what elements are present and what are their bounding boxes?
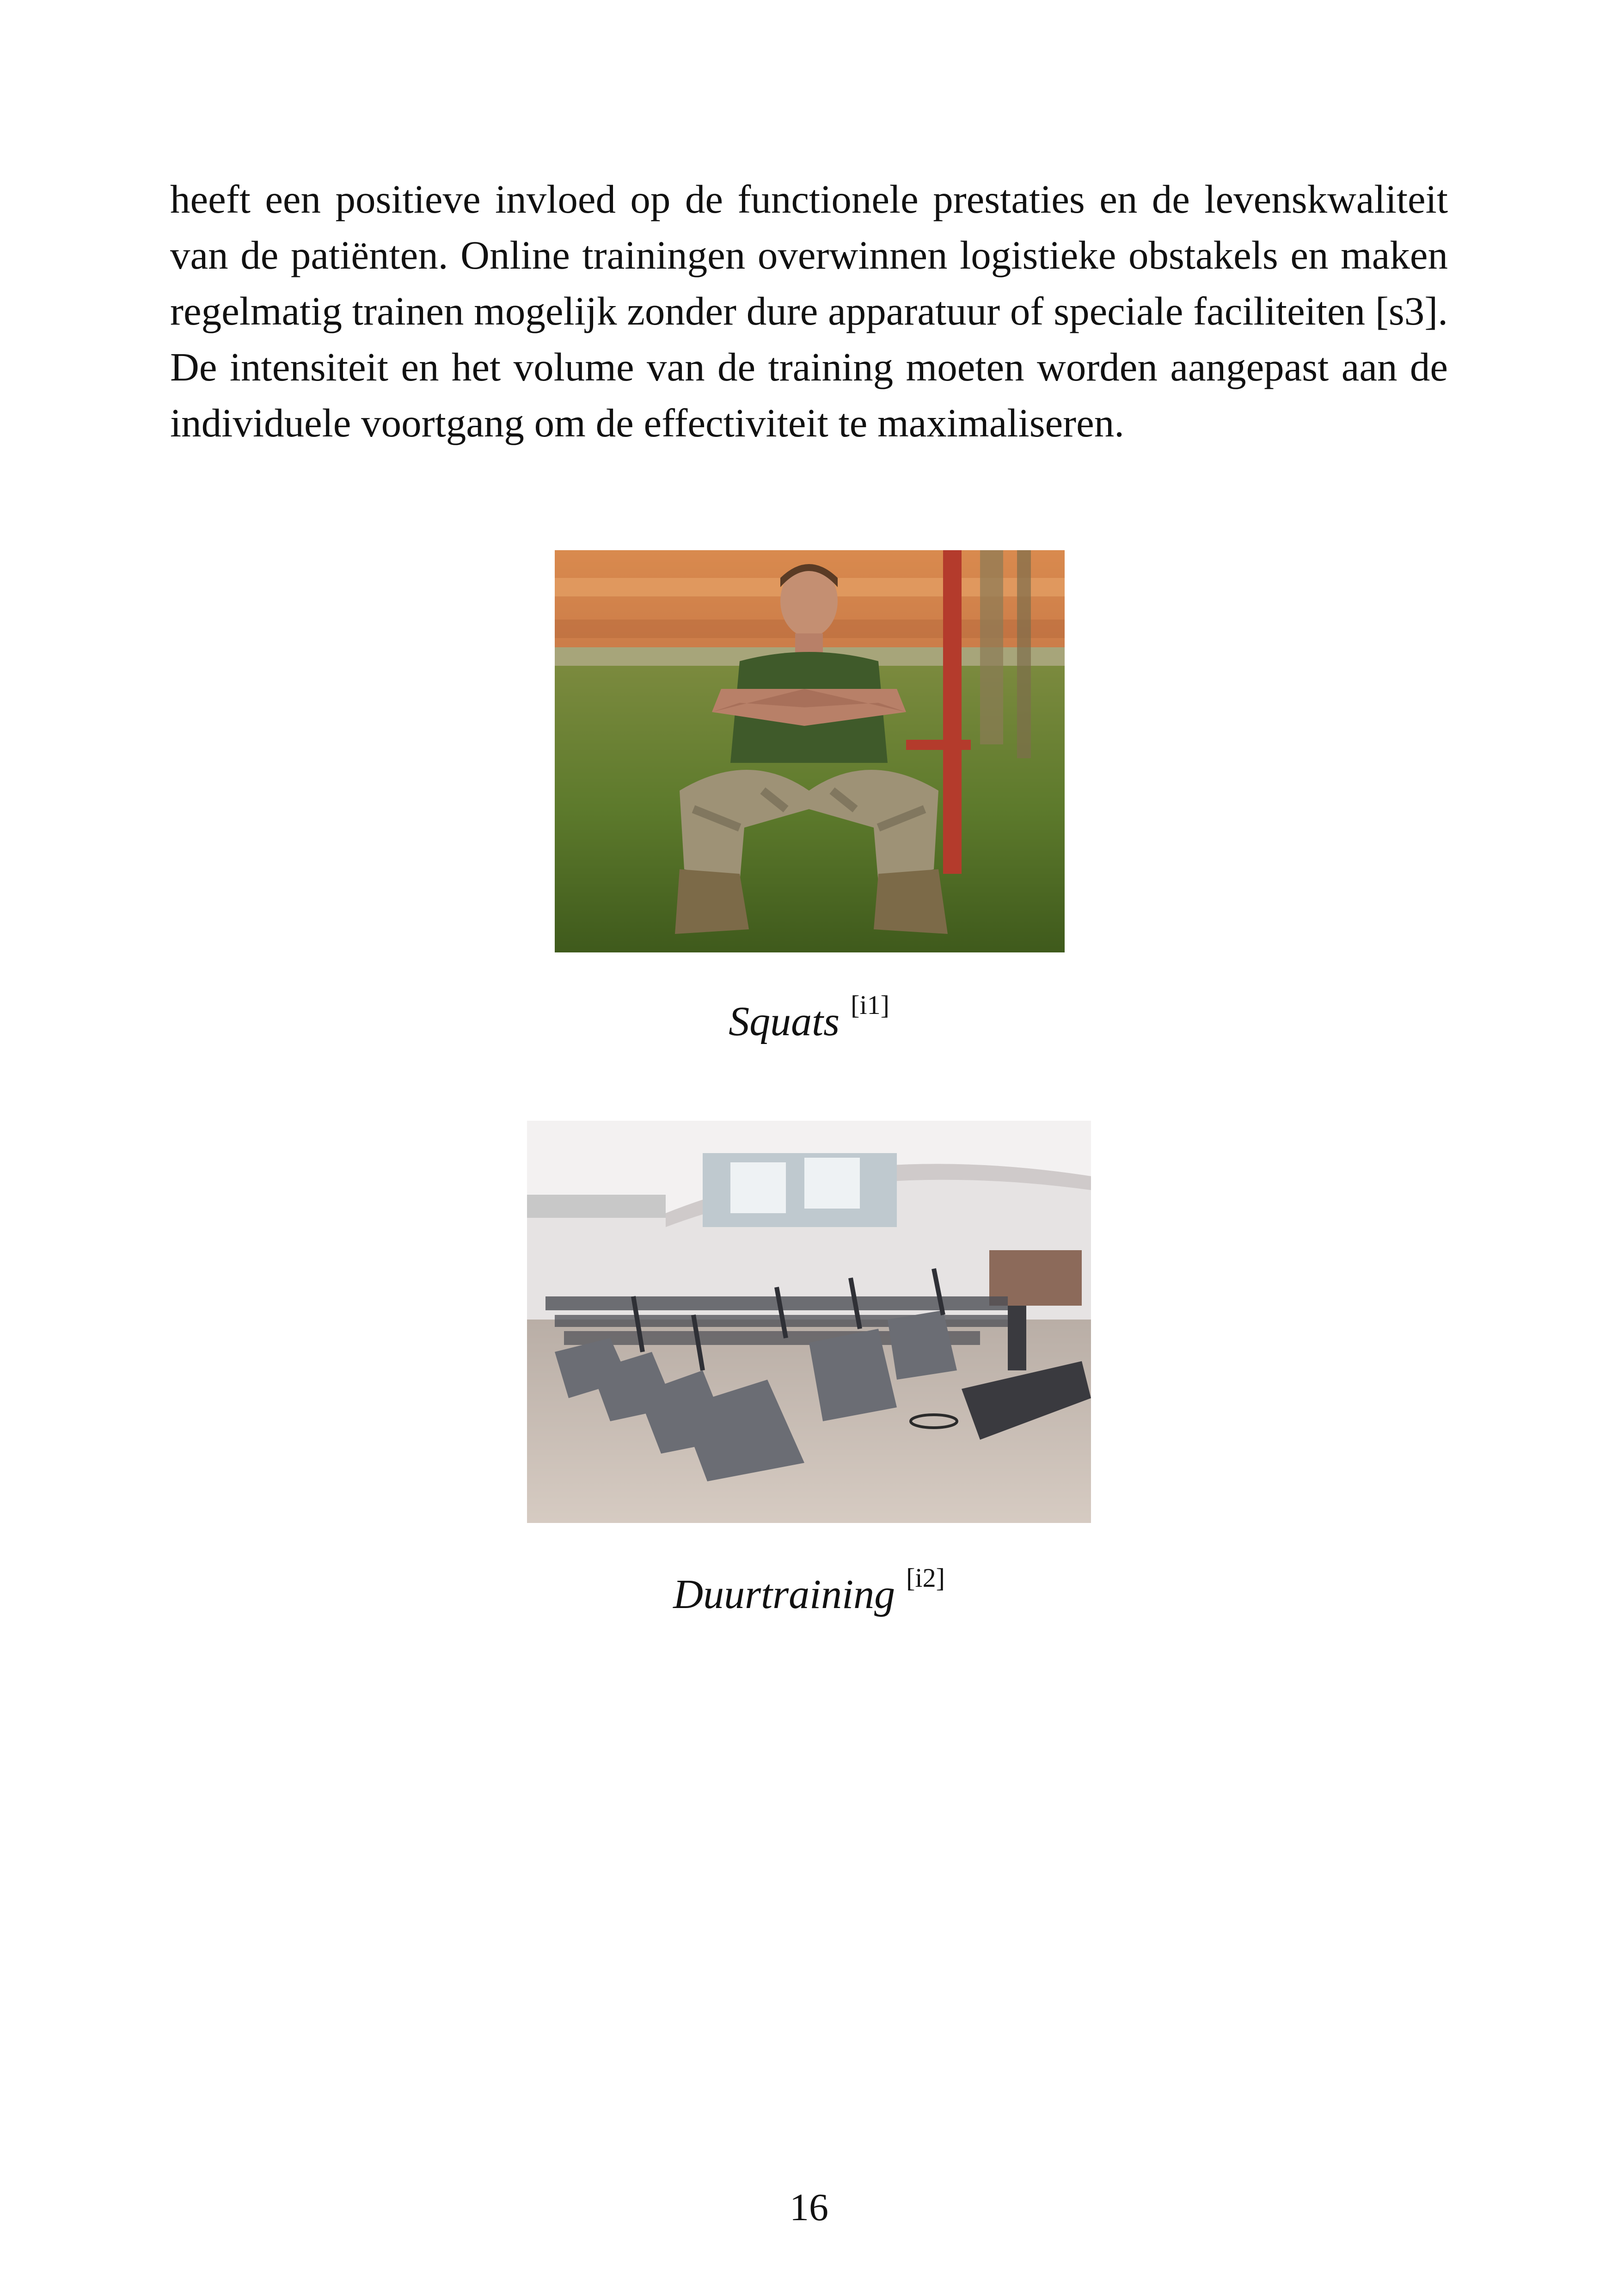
body-paragraph: heeft een positieve invloed op de functionele prestaties en de levenskwaliteit van de patiënten. Online trainingen overwinnen logistieke obstakels en maken regelmatig trainen mogelijk zonder dure apparatuur of speciale faciliteiten [s3]. De intensiteit en het volume van de training moeten worden aangepast aan de individuele voortgang om de effectiviteit te maximaliseren.: [170, 177, 1448, 445]
caption-text: Duurtraining: [673, 1572, 895, 1617]
duurtraining-photo: [527, 1121, 1091, 1523]
image-reference: [i1]: [851, 990, 889, 1020]
caption-text: Squats: [729, 999, 840, 1044]
image-reference: [i2]: [906, 1563, 945, 1593]
page-number: 16: [790, 2186, 828, 2229]
squats-photo: [555, 550, 1065, 952]
figure-caption-squats: [0, 990, 1618, 1045]
figure-caption-duurtraining: [0, 1563, 1618, 1618]
